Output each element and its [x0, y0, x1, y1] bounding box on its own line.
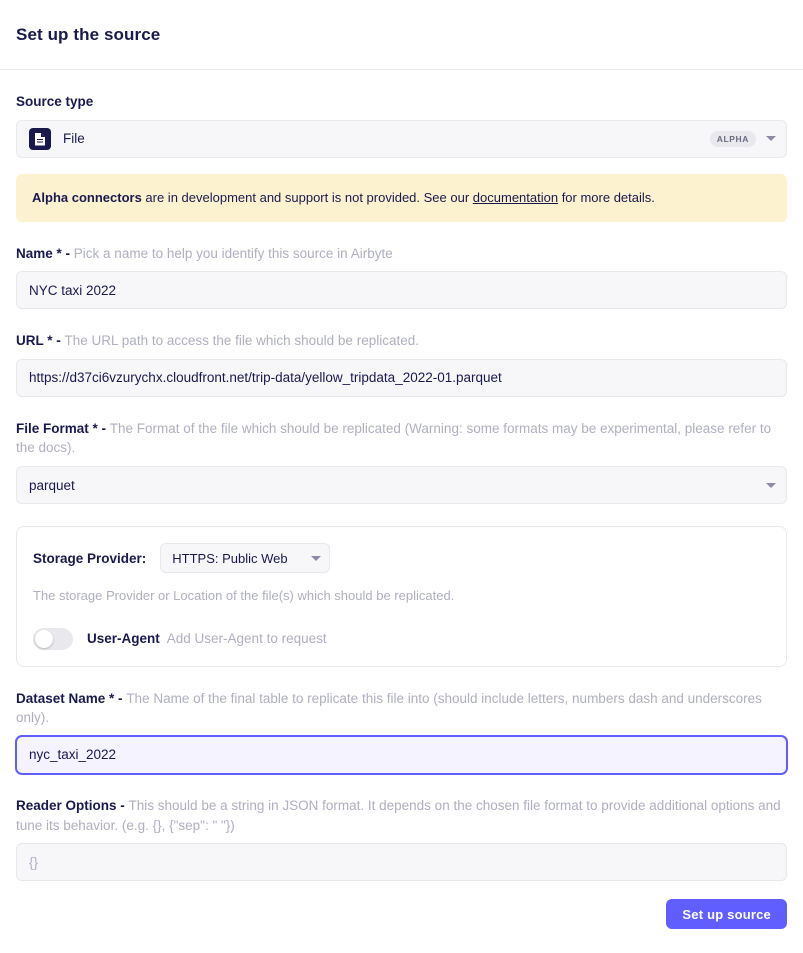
reader-options-input[interactable] [16, 843, 787, 881]
url-group [16, 331, 787, 397]
alert-text-after-link: for more details. [558, 189, 655, 205]
chevron-down-icon[interactable] [766, 136, 776, 141]
url-label-text: URL * - [16, 333, 61, 349]
file-format-value: parquet [29, 477, 75, 493]
user-agent-hint: Add User-Agent to request [166, 631, 327, 647]
url-hint: The URL path to access the file which should be replicated. [64, 333, 419, 349]
page-title: Set up the source [16, 24, 161, 44]
user-agent-toggle-row [33, 628, 770, 650]
storage-provider-select[interactable] [160, 543, 330, 573]
url-input[interactable] [16, 359, 787, 397]
dataset-name-hint: The Name of the final table to replicate this file into (should include letters, numbers dash and underscores only). [16, 690, 762, 726]
set-up-source-button[interactable]: Set up source [666, 899, 787, 929]
alpha-badge: ALPHA [710, 131, 756, 147]
source-type-label: Source type [16, 94, 94, 109]
user-agent-toggle[interactable] [33, 628, 73, 650]
file-format-group [16, 419, 787, 504]
user-agent-label: User-Agent [87, 631, 160, 647]
file-format-hint: The Format of the file which should be replicated (Warning: some formats may be experimental, please refer to the docs). [16, 420, 772, 456]
storage-provider-panel [16, 526, 787, 667]
file-format-select[interactable] [16, 466, 787, 504]
alert-text-before-link: are in development and support is not provided. See our [141, 189, 473, 205]
url-label [16, 331, 787, 351]
source-type-group [16, 92, 787, 158]
documentation-link[interactable]: documentation [472, 189, 559, 205]
page-header [0, 0, 803, 70]
form-body [0, 70, 803, 881]
dataset-name-label [16, 689, 787, 728]
toggle-knob [35, 630, 53, 648]
form-footer [0, 881, 803, 953]
dataset-name-input[interactable] [16, 736, 787, 774]
reader-options-label-text: Reader Options - [16, 797, 125, 813]
dataset-name-group [16, 689, 787, 774]
source-type-value: File [63, 131, 85, 147]
alpha-connector-alert [16, 174, 787, 222]
file-format-label [16, 419, 787, 458]
file-document-icon [29, 128, 51, 150]
alert-strong-text: Alpha connectors [32, 189, 142, 205]
name-label [16, 244, 787, 264]
chevron-down-icon[interactable] [766, 483, 776, 488]
name-input[interactable] [16, 271, 787, 309]
file-format-label-text: File Format * - [16, 420, 107, 436]
storage-provider-row [33, 543, 770, 573]
source-type-select[interactable] [16, 120, 787, 158]
reader-options-label [16, 796, 787, 835]
storage-provider-description: The storage Provider or Location of the file(s) which should be replicated. [33, 588, 455, 603]
name-hint: Pick a name to help you identify this source in Airbyte [73, 245, 393, 261]
name-group [16, 244, 787, 310]
reader-options-group [16, 796, 787, 881]
chevron-down-icon[interactable] [311, 556, 321, 561]
dataset-name-label-text: Dataset Name * - [16, 690, 123, 706]
storage-provider-label: Storage Provider: [33, 550, 147, 566]
reader-options-hint: This should be a string in JSON format. It depends on the chosen file format to provide additional options and tune its behavior. (e.g. {}, {"sep": " "}) [16, 797, 781, 833]
name-label-text: Name * - [16, 245, 71, 261]
storage-provider-value: HTTPS: Public Web [172, 550, 288, 566]
